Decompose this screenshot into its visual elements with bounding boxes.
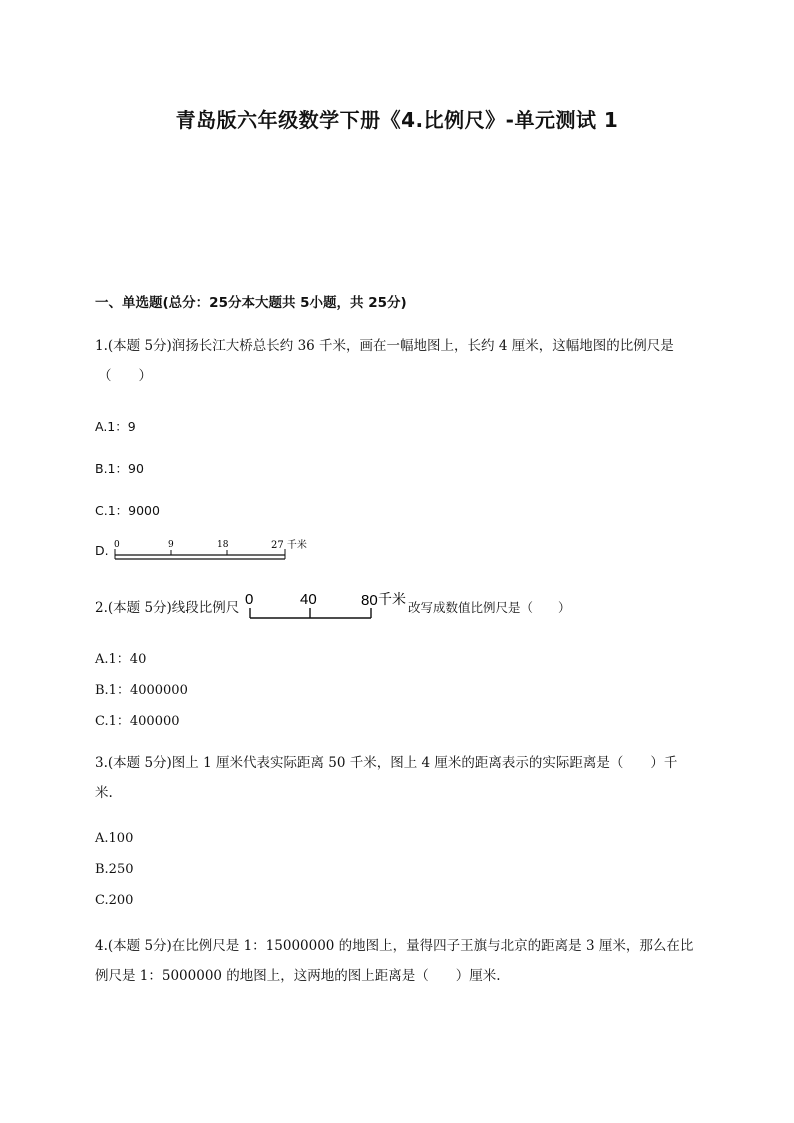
question-2-prefix: 2.(本题 5分)线段比例尺 <box>95 600 240 616</box>
question-2-option-b: B.1：4000000 <box>95 683 188 698</box>
line-scale-figure-q2 <box>244 590 414 624</box>
question-1-option-b: B.1：90 <box>95 461 144 476</box>
question-4-text-cont: 例尺是 1：5000000 的地图上，这两地的图上距离是（ ）厘米. <box>95 968 501 984</box>
question-1-option-a: A.1：9 <box>95 419 136 434</box>
question-4-text: 4.(本题 5分)在比例尺是 1：15000000 的地图上，量得四子王旗与北京的距离是 3 厘米，那么在比 <box>95 938 694 954</box>
question-3-text: 3.(本题 5分)图上 1 厘米代表实际距离 50 千米，图上 4 厘米的距离表示的实际距离是（ ）千 <box>95 755 678 771</box>
line-scale-figure-d <box>113 538 313 564</box>
question-3-option-a: A.100 <box>95 831 134 846</box>
scale-q2-label-0: 0 <box>245 591 254 608</box>
question-3-text-cont: 米. <box>95 785 113 801</box>
scale-q2-label-40: 40 <box>300 591 317 608</box>
page-title: 青岛版六年级数学下册《4.比例尺》-单元测试 1 <box>175 108 619 132</box>
question-3-option-c: C.200 <box>95 893 134 908</box>
scale-q2-unit: 千米 <box>378 592 406 608</box>
scale-d-label-0: 0 <box>114 540 120 550</box>
question-3-option-b: B.250 <box>95 862 134 877</box>
question-1-blank: （ ） <box>98 368 152 384</box>
section-heading: 一、单选题(总分：25分本大题共 5小题，共 25分) <box>95 295 407 311</box>
question-2-option-a: A.1：40 <box>95 652 147 667</box>
scale-d-label-18: 18 <box>217 540 229 550</box>
scale-d-label-27: 27 千米 <box>271 540 307 551</box>
question-1-text: 1.(本题 5分)润扬长江大桥总长约 36 千米，画在一幅地图上，长约 4 厘米，这幅地图的比例尺是 <box>95 338 674 354</box>
scale-q2-label-80: 80 <box>361 592 378 609</box>
question-1-option-d: D. <box>95 543 109 558</box>
scale-d-label-9: 9 <box>168 540 174 550</box>
question-1-option-c: C.1：9000 <box>95 503 160 518</box>
question-2-option-c: C.1：400000 <box>95 714 180 729</box>
question-2-suffix: 改写成数值比例尺是（ ） <box>408 600 571 615</box>
